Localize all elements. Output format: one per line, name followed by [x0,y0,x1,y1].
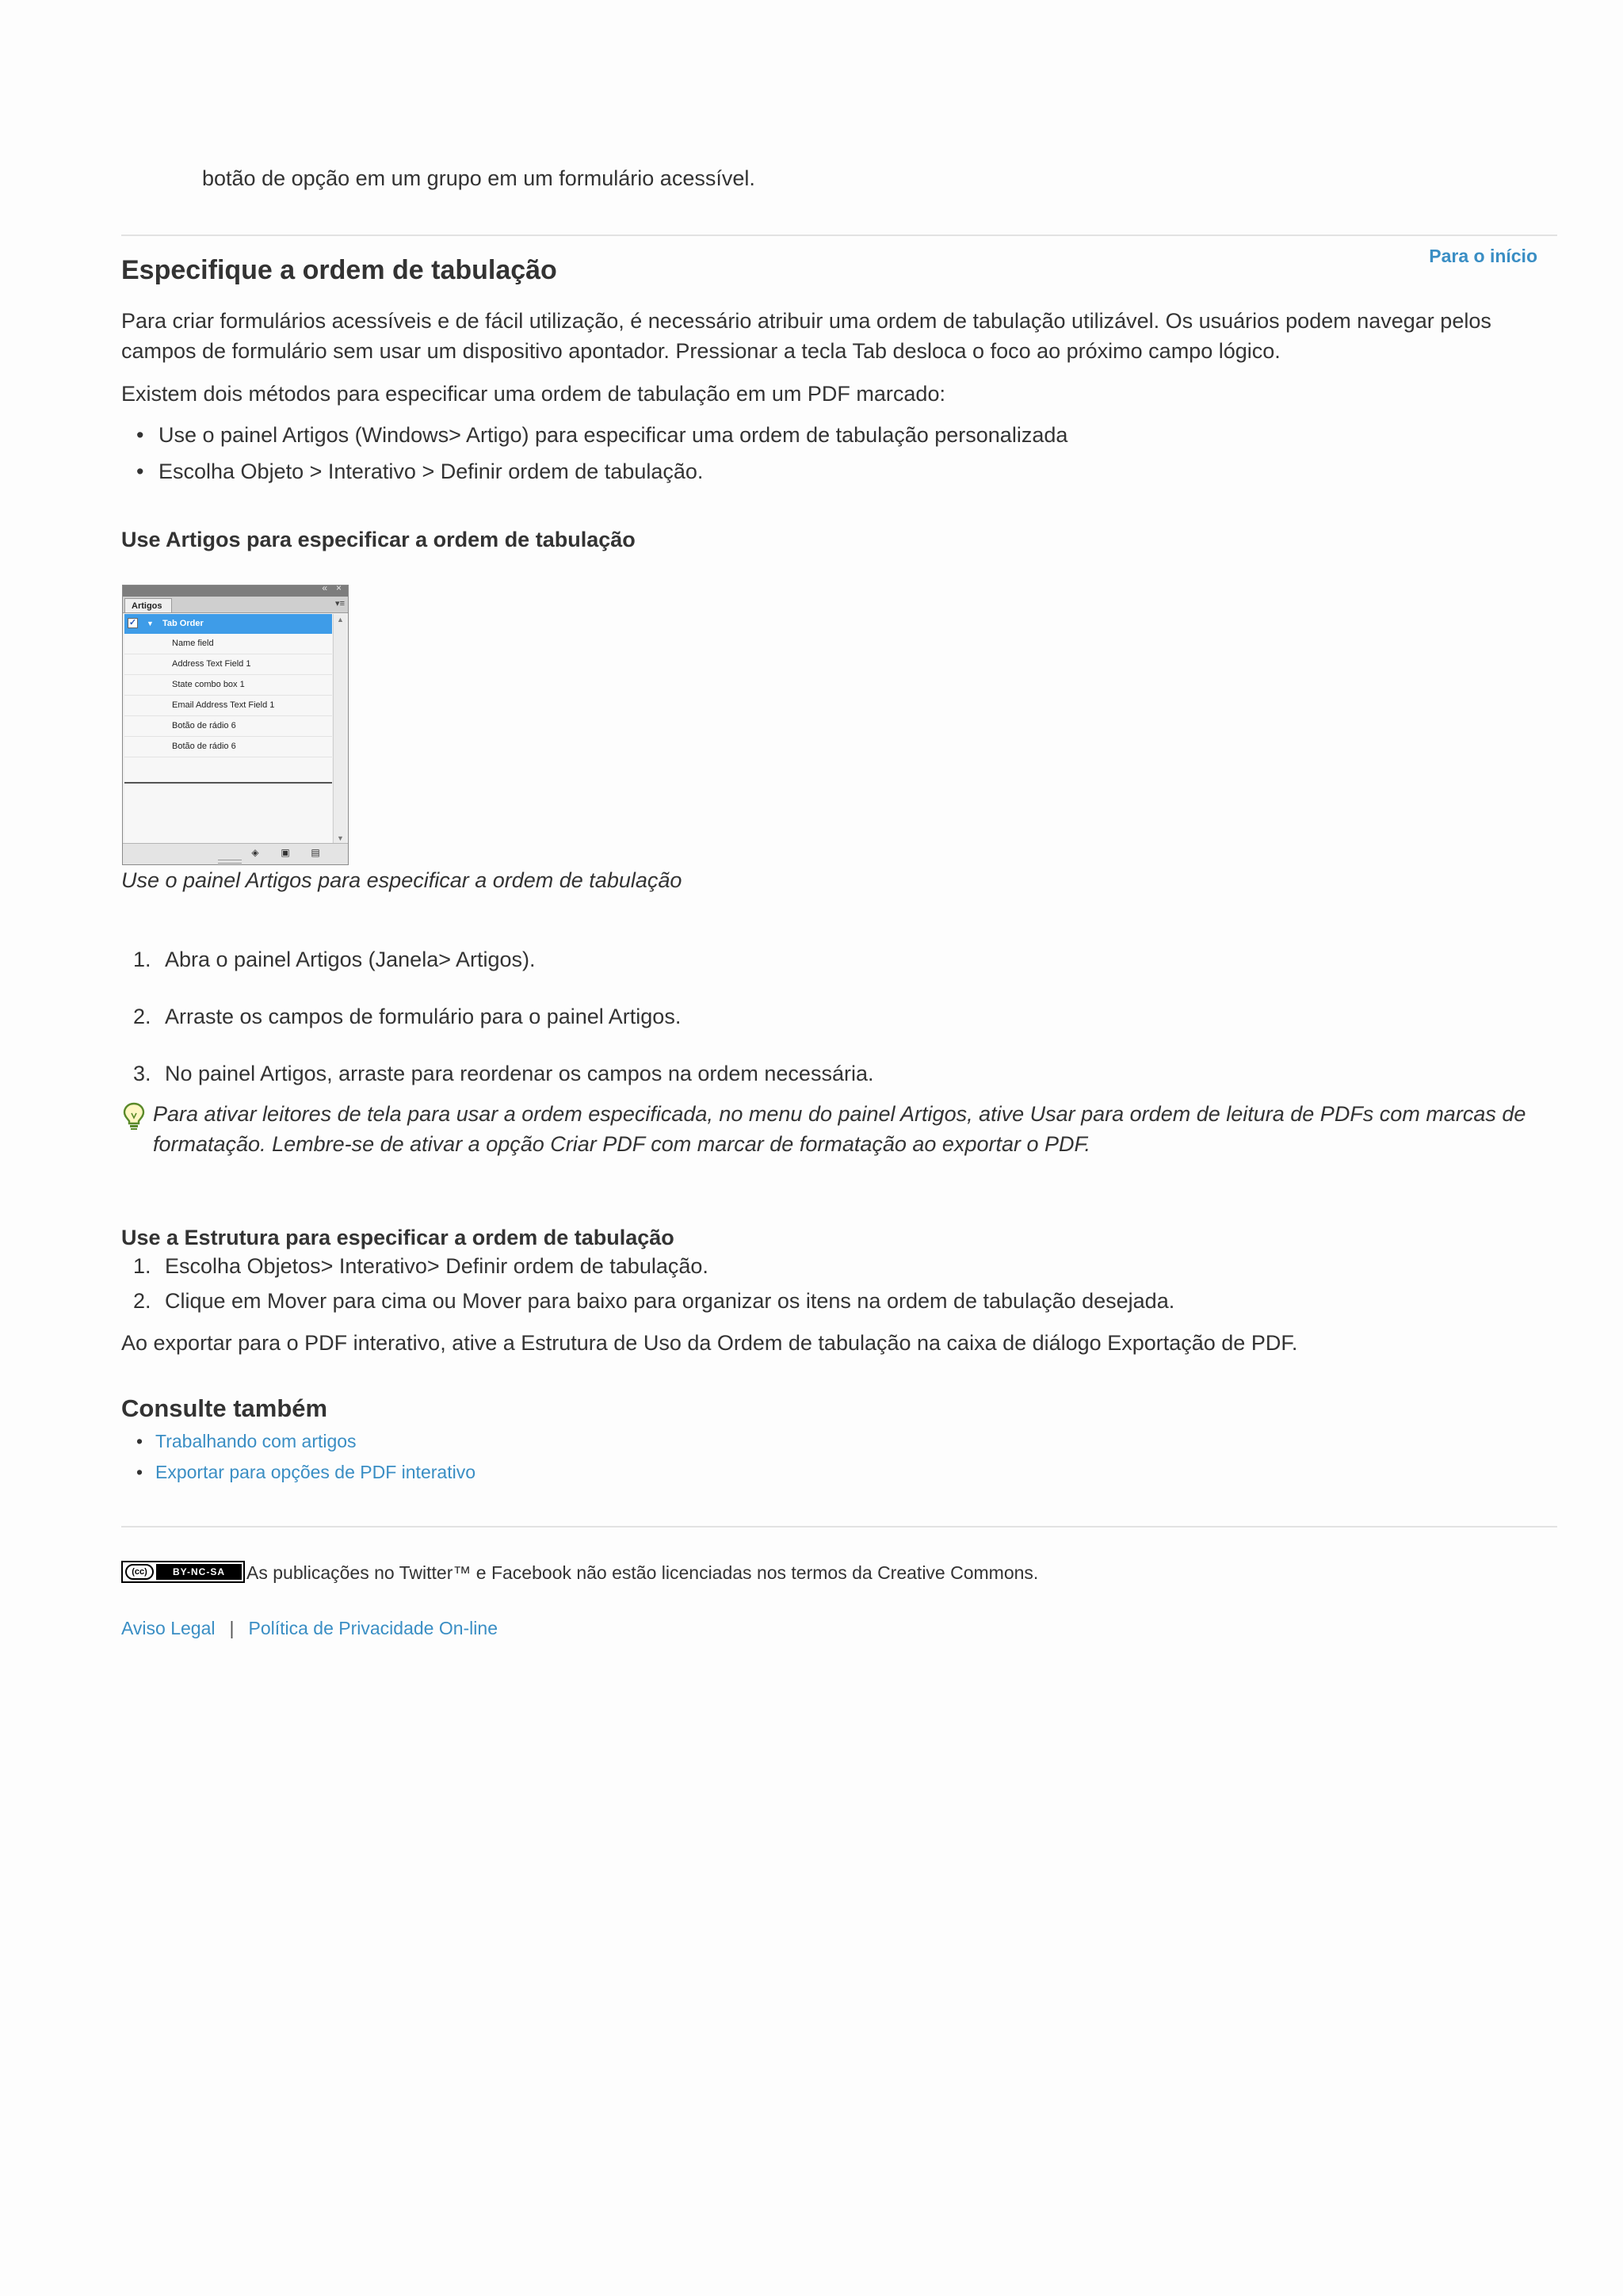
structure-steps [133,1251,1174,1316]
list-item: 1. Escolha Objetos> Interativo> Definir ordem de tabulação. [133,1254,708,1278]
tip-text: Para ativar leitores de tela para usar a ordem especificada, no menu do painel Artigos, ative Usar para ordem de leitura de PDFs com marcas de formatação. Lembre-se de ativar a opção Criar PDF com marcar de formatação ao exportar o PDF. [153,1102,1526,1156]
intro-text: botão de opção em um grupo em um formulário acessível. [202,166,755,190]
structure-subsection-title: Use a Estrutura para especificar a ordem de tabulação [121,1226,674,1249]
list-item: State combo box 1 [124,675,332,696]
list-item: • Escolha Objeto > Interativo > Definir ordem de tabulação. [158,453,1067,490]
back-to-top-link[interactable]: Para o início [1429,246,1537,266]
structure-after-text: Ao exportar para o PDF interativo, ative a Estrutura de Uso da Ordem de tabulação na caixa de diálogo Exportação de PDF. [121,1331,1298,1355]
list-item [155,1457,475,1488]
list-item: Botão de rádio 6 [124,716,332,737]
tip-note [121,1099,1548,1159]
footer-divider [121,1526,1557,1527]
list-end-divider [124,782,332,784]
list-item: 3. No painel Artigos, arraste para reordenar os campos na ordem necessária. [133,1062,874,1085]
close-icon: × [335,582,342,593]
checkbox-icon: ✓ [128,618,137,627]
list-item: 2. Clique em Mover para cima ou Mover para baixo para organizar os itens na ordem de tabulação desejada. [133,1289,1175,1313]
methods-list [158,417,1067,490]
new-article-icon: ▣ [281,847,290,858]
section-title: Especifique a ordem de tabulação [121,255,557,285]
panel-tab-row [123,597,348,613]
scroll-down-icon: ▼ [337,834,344,842]
articles-steps [133,944,873,1089]
list-item: Botão de rádio 6 [124,737,332,757]
list-item: Address Text Field 1 [124,654,332,675]
panel-scrollbar [333,614,346,844]
cc-logo: (cc) [125,1564,154,1580]
link-export-interactive-pdf[interactable]: Exportar para opções de PDF interativo [155,1462,475,1482]
section-paragraph-2: Existem dois métodos para especificar uma ordem de tabulação em um PDF marcado: [121,382,945,406]
collapse-icon: « [322,582,327,593]
trash-icon: ▤ [311,847,320,858]
footer-separator: | [229,1618,235,1638]
expand-triangle-icon: ▼ [147,620,154,627]
see-also-title: Consulte também [121,1394,328,1422]
link-working-with-articles[interactable]: Trabalhando com artigos [155,1431,357,1451]
resize-grip-icon [218,860,242,864]
list-item: ✓ ▼ Tab Order [124,614,332,634]
scroll-up-icon: ▲ [337,616,344,624]
add-article-icon: ◈ [251,847,259,858]
privacy-policy-link[interactable]: Política de Privacidade On-line [248,1618,498,1638]
panel-menu-icon: ▾≡ [335,599,345,608]
creative-commons-badge[interactable] [121,1561,245,1583]
section-divider [121,235,1557,236]
articles-subsection-title: Use Artigos para especificar a ordem de tabulação [121,528,636,551]
section-paragraph-1: Para criar formulários acessíveis e de fácil utilização, é necessário atribuir uma ordem de tabulação utilizável. Os usuários podem navegar pelos campos de formulário sem usar um dispositivo apontador. Pressionar a tecla Tab desloca o foco ao próximo campo lógico. [121,309,1491,363]
panel-titlebar [123,582,348,597]
list-item: 2. Arraste os campos de formulário para o painel Artigos. [133,1005,682,1028]
footer-links [121,1618,498,1639]
list-item: • Use o painel Artigos (Windows> Artigo) para especificar uma ordem de tabulação personalizada [158,417,1067,453]
legal-notice-link[interactable]: Aviso Legal [121,1618,216,1638]
see-also-list [155,1426,475,1488]
list-item [155,1426,475,1457]
list-item: 1. Abra o painel Artigos (Janela> Artigos). [133,948,536,971]
tab-artigos: Artigos [124,598,172,612]
list-item: Email Address Text Field 1 [124,696,332,716]
articles-panel-screenshot [122,582,349,865]
list-item: Name field [124,634,332,654]
panel-bottom-bar [123,843,348,864]
lightbulb-icon [121,1102,147,1131]
license-text: As publicações no Twitter™ e Facebook não estão licenciadas nos termos da Creative Commons. [246,1562,1039,1583]
cc-terms: BY-NC-SA [156,1564,242,1580]
panel-article-list [124,614,332,844]
figure-caption: Use o painel Artigos para especificar a ordem de tabulação [121,868,682,892]
